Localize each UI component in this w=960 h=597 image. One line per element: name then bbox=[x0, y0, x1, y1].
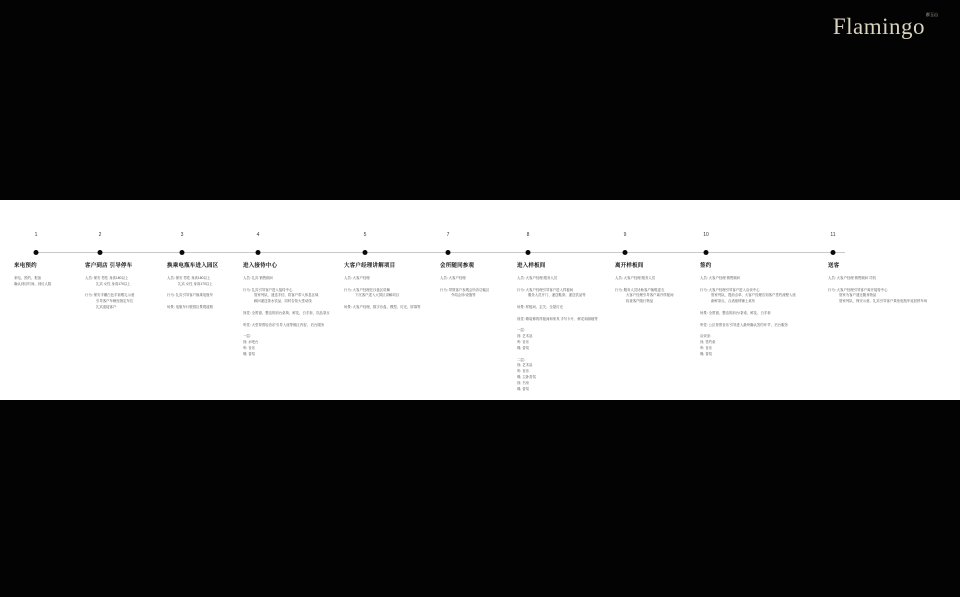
step-detail-line: 检查客户随行物品 bbox=[626, 299, 654, 304]
step-number: 5 bbox=[363, 232, 367, 238]
step-dot bbox=[34, 250, 39, 255]
step-column bbox=[700, 261, 796, 358]
step-title: 来电预约 bbox=[14, 263, 37, 269]
step-detail-line: 听: 音乐 bbox=[243, 345, 256, 350]
step-title: 大客户经理讲解项目 bbox=[344, 263, 396, 269]
step-detail-line: 场景: 全景窗、整洁的前台/茶桌、鲜花、白手套 bbox=[700, 310, 771, 315]
step-detail-line: 管家列队、递送手信、将客户带入休息区域 bbox=[254, 293, 319, 298]
step-number: 11 bbox=[830, 232, 836, 238]
step-detail-line: 新鲜茶点、合适座椅铺上桌布 bbox=[711, 299, 756, 304]
step-detail-line: 服务人员开门、递送鞋套、递送饮品等 bbox=[528, 293, 586, 298]
step-number: 3 bbox=[180, 232, 184, 238]
step-dot bbox=[180, 250, 185, 255]
flamingo-logo bbox=[833, 13, 938, 38]
step-number: 10 bbox=[703, 232, 709, 238]
step-detail-line: 管家列队、提前点单、大客户经理告知客户签约流程入座 bbox=[711, 293, 796, 298]
step-detail-line: 礼宾迎接客户 bbox=[96, 305, 117, 310]
step-detail-line: 人员: 大客户经理 bbox=[440, 276, 466, 280]
step-column bbox=[517, 261, 598, 393]
step-number: 9 bbox=[623, 232, 627, 238]
step-column bbox=[85, 261, 134, 311]
step-dot bbox=[256, 250, 261, 255]
step-dot bbox=[704, 250, 709, 255]
step-detail-line: 听: 音乐 bbox=[517, 369, 530, 374]
step-detail-line: 礼宾 女性 身高170以上 bbox=[178, 281, 213, 286]
step-column bbox=[167, 261, 218, 311]
step-detail-line: 人员: 大客户经理 服务人员 bbox=[517, 276, 558, 280]
step-detail-line: 人员: 大客户经理 bbox=[344, 276, 370, 280]
step-detail-line: 人员: 礼宾 销售顾问 bbox=[243, 276, 273, 280]
step-detail-line: 行为: 礼宾引导客户进入接待中心 bbox=[243, 287, 293, 292]
step-detail-line: 视觉: 全景窗、整洁的前台桌椅、鲜花、白手套、饮品茶点 bbox=[243, 310, 330, 315]
step-dot bbox=[446, 250, 451, 255]
step-detail-line: 行为: 带领客户参观会所各功能区 bbox=[440, 287, 490, 292]
step-title: 会所随同参观 bbox=[440, 263, 475, 269]
step-detail-line: 嗅: 香氛 bbox=[243, 351, 256, 356]
step-detail-line: 场景: 大客户经理、数字沙盘、模型、灯光、屏幕等 bbox=[344, 305, 421, 310]
step-detail-line: 顾问递送茶水饮品、同时告知大堂动线 bbox=[254, 299, 312, 304]
flamingo-logo-superscript: 群玉山 bbox=[926, 12, 938, 17]
step-detail-line: 行为: 大客户经理在沙盘区讲解 bbox=[344, 287, 390, 292]
step-detail-line: 嗅: 香氛 bbox=[517, 386, 530, 391]
step-detail-line: 引导客户车辆至指定车位 bbox=[96, 299, 134, 304]
step-detail-line: 来电、预约、报备 bbox=[14, 276, 42, 280]
step-dot bbox=[526, 250, 531, 255]
step-column bbox=[828, 261, 927, 305]
step-detail-line: 行为: 大客户经理引导客户进入样板间 bbox=[517, 287, 574, 292]
step-detail-line: 视: 签约桌 bbox=[700, 340, 716, 345]
step-detail-line: 视: 书房 bbox=[517, 380, 530, 385]
step-detail-line: 二层: bbox=[517, 357, 525, 362]
step-title: 进入接待中心 bbox=[243, 263, 278, 269]
step-column bbox=[615, 261, 673, 305]
step-detail-line: 听: 音乐 bbox=[517, 340, 530, 345]
step-detail-line: 一层: bbox=[243, 334, 251, 339]
step-detail-line: 确认到访时间、到访人数 bbox=[14, 281, 52, 286]
step-title: 进入样板间 bbox=[517, 263, 546, 269]
step-detail-line: 大客户经理引导客户离开样板间 bbox=[626, 293, 674, 298]
step-number: 2 bbox=[98, 232, 102, 238]
step-column bbox=[243, 261, 330, 358]
step-title: 签约 bbox=[700, 263, 712, 269]
step-detail-line: 行为: 大客户经理引导客户离开接待中心 bbox=[828, 287, 888, 292]
step-detail-line: 人员: 大客户经理 销售顾问 bbox=[700, 276, 741, 280]
step-number: 8 bbox=[526, 232, 530, 238]
step-detail-line: 视: 艺术品 bbox=[517, 363, 533, 368]
step-detail-line: 嗅: 香氛 bbox=[700, 351, 713, 356]
step-detail-line: 礼宾 女性 身高170以上 bbox=[96, 281, 131, 286]
step-detail-line: 场景: 样板间、玄关、全屋灯光 bbox=[517, 305, 563, 310]
step-dot bbox=[98, 250, 103, 255]
journey-band bbox=[0, 200, 960, 400]
step-detail-line: 视: 艺术品 bbox=[517, 334, 533, 339]
timeline-axis bbox=[34, 252, 845, 253]
step-number: 7 bbox=[446, 232, 450, 238]
step-detail-line: 人员: 大客户经理 服务人员 bbox=[615, 276, 656, 280]
step-detail-line: 行为: 服务人员协助客户换鞋更衣 bbox=[615, 287, 665, 292]
step-detail-line: 管家为客户递还随身物品 bbox=[839, 293, 877, 298]
step-detail-line: 听觉: 公区背景音乐'引导进入最终确认签约环节'，后台服务 bbox=[700, 322, 788, 327]
step-detail-line: 一层: bbox=[517, 328, 525, 333]
step-detail-line: 下沉客户进入大屏区讲解项目 bbox=[355, 293, 400, 298]
step-detail-line: 嗅: 主卧香氛 bbox=[517, 375, 536, 380]
step-column bbox=[440, 261, 489, 299]
step-detail-line: 听觉: 大堂背景轻音乐'引导入座等候区内容'，后台服务 bbox=[243, 322, 325, 327]
step-detail-line: 场景: 电瓶车行驶园区景观道路 bbox=[167, 305, 213, 310]
step-detail-line: 听: 音乐 bbox=[700, 345, 713, 350]
step-detail-line: 管家列队、保安示意、礼宾引导客户乘坐电瓶车返回停车场 bbox=[839, 299, 928, 304]
step-detail-line: 行为: 礼宾引导客户换乘电瓶车 bbox=[167, 293, 213, 298]
step-dot bbox=[623, 250, 628, 255]
step-detail-line: 人员: 保安 男性 身高180以上 bbox=[85, 276, 129, 280]
step-detail-line: 人员: 大客户经理 销售顾问 司机 bbox=[828, 276, 876, 280]
step-detail-line: 视觉: 精装修的样板间和家具 手写卡片、鲜花和绿植等 bbox=[517, 316, 598, 321]
step-detail-line: 洽谈室: bbox=[700, 334, 712, 339]
step-column bbox=[14, 261, 51, 288]
step-detail-line: 行为: 保安手戴白色手套敬礼示意 bbox=[85, 293, 135, 298]
step-title: 换乘电瓶车进入园区 bbox=[167, 263, 219, 269]
step-number: 1 bbox=[34, 232, 38, 238]
step-title: 客户到店 引导停车 bbox=[85, 263, 133, 269]
step-column bbox=[344, 261, 420, 311]
step-number: 4 bbox=[256, 232, 260, 238]
step-detail-line: 嗅: 香氛 bbox=[517, 345, 530, 350]
step-detail-line: 介绍会所/设施等 bbox=[451, 293, 476, 298]
step-detail-line: 行为: 大客户经理引导客户进入洽谈中心 bbox=[700, 287, 760, 292]
step-dot bbox=[363, 250, 368, 255]
step-detail-line: 人员: 保安 男性 身高180以上 bbox=[167, 276, 211, 280]
step-detail-line: 视: 水吧台 bbox=[243, 340, 259, 345]
flamingo-logo-text: Flamingo bbox=[832, 14, 925, 39]
step-title: 送客 bbox=[828, 263, 840, 269]
step-dot bbox=[831, 250, 836, 255]
step-title: 离开样板间 bbox=[615, 263, 644, 269]
